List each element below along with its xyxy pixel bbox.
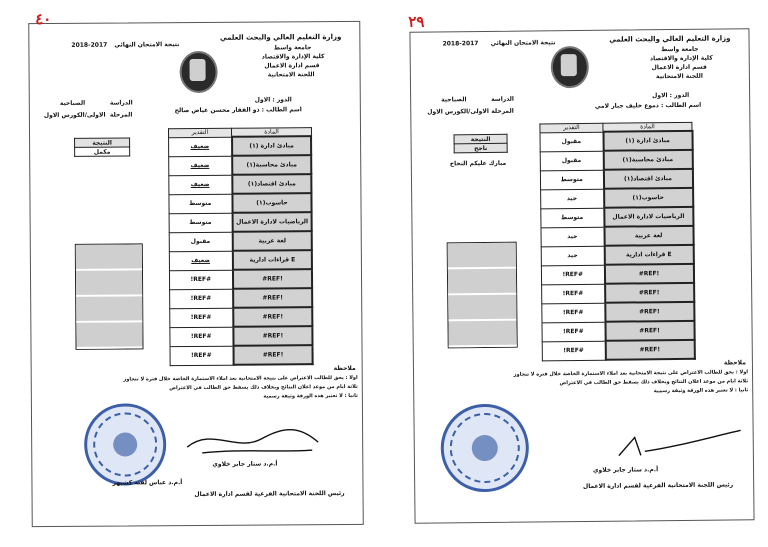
result-label: النتيجة xyxy=(454,134,507,144)
stage-label: المرحلة xyxy=(109,111,133,119)
signer-name: أ.م.د عباس لفته كشيهر xyxy=(112,479,183,487)
page-number: ٤٠ xyxy=(35,10,52,29)
table-row xyxy=(169,250,312,270)
grade-cell: مقبول xyxy=(540,132,603,152)
grade-column-header: التقدير xyxy=(540,123,603,132)
table-row xyxy=(169,212,312,232)
result-box xyxy=(454,134,508,154)
empty-grey-box xyxy=(447,242,518,349)
table-row xyxy=(170,326,313,346)
notes-title: ملاحظة xyxy=(723,359,746,367)
subject-cell: حاسوب(١) xyxy=(604,188,693,208)
grade-cell: متوسط xyxy=(540,170,603,190)
grade-cell: #REF! xyxy=(170,346,233,365)
grade-cell: #REF! xyxy=(170,308,233,327)
result-label: النتيجة xyxy=(75,138,130,147)
study-label: الدراسة xyxy=(109,99,133,107)
subject-cell: #REF! xyxy=(605,321,694,341)
table-row xyxy=(542,302,694,323)
grades-table xyxy=(168,127,314,366)
official-stamp xyxy=(440,404,529,493)
grade-cell: ضعيف xyxy=(169,175,232,194)
table-row xyxy=(542,283,694,304)
table-row xyxy=(540,150,692,171)
table-row xyxy=(542,321,694,342)
exam-round: الدور : الاول xyxy=(254,96,292,104)
chair-title: رئيس اللجنة الامتحانية الفرعية لقسم ادارة الاعمال xyxy=(582,481,734,491)
table-row xyxy=(170,307,313,327)
subject-cell: #REF! xyxy=(605,302,694,322)
grade-cell: ضعيف xyxy=(169,251,232,270)
stage-value: الاولى/الكورس الاول xyxy=(43,111,106,120)
subject-cell: قراءات ادارية E xyxy=(232,250,312,270)
ministry-name: وزارة التعليم العالي والبحث العلمي xyxy=(609,34,731,44)
notes-title: ملاحظة xyxy=(333,364,356,373)
result-value: مكمل xyxy=(75,147,130,156)
table-row xyxy=(540,169,692,190)
subject-cell: #REF! xyxy=(605,283,694,303)
chair-name: أ.م.د ستار جابر خلاوي xyxy=(212,460,278,468)
signature-image xyxy=(615,424,745,465)
note-line: ثانيا : لا تعتبر هذه الورقة وثيقة رسمية xyxy=(653,387,749,395)
grade-cell: ضعيف xyxy=(169,156,232,175)
chair-name: أ.م.د ستار جابر خلاوي xyxy=(592,466,659,474)
page-number: ٢٩ xyxy=(408,12,425,31)
grade-cell: #REF! xyxy=(542,303,605,323)
signature-image xyxy=(182,422,322,459)
subject-column-header: المادة xyxy=(603,122,692,131)
academic-year: 2018-2017 xyxy=(71,41,108,49)
table-row xyxy=(541,188,693,209)
subject-cell: الرياضيات لادارة الاعمال xyxy=(604,207,693,227)
transcript-sheet-left xyxy=(28,10,364,527)
exam-title: نتيجة الامتحان النهائي xyxy=(114,41,180,49)
subject-cell: #REF! xyxy=(233,307,313,327)
note-line: اولا : يحق للطالب الاعتراض على نتيجة الامتحانية بعد املاء الاستمارة الخاصة خلال فترة لا تتجاوز xyxy=(513,369,749,378)
study-value: الصباحية xyxy=(441,96,467,104)
university-name: جامعة واسط xyxy=(273,44,312,52)
subject-cell: مبادئ محاسبة(١) xyxy=(232,155,312,175)
study-value: الصباحية xyxy=(59,99,86,107)
subject-cell: مبادئ ادارة (١) xyxy=(232,136,312,156)
table-row xyxy=(541,264,693,285)
grade-cell: #REF! xyxy=(170,327,233,346)
note-line: ثلاثة ايام من موعد اعلان النتائج وبخلاف ذلك يسقط حق الطالب في الاعتراض xyxy=(559,378,749,387)
table-row xyxy=(540,131,692,152)
grade-column-header: التقدير xyxy=(168,128,231,137)
university-logo xyxy=(179,51,217,93)
grade-cell: #REF! xyxy=(542,341,605,361)
grade-cell: جيد xyxy=(541,189,604,209)
grade-cell: #REF! xyxy=(541,265,604,285)
table-row xyxy=(169,269,312,289)
college-name: كلية الإدارة والاقتصاد xyxy=(649,54,713,63)
subject-cell: #REF! xyxy=(233,345,313,365)
subject-cell: #REF! xyxy=(233,326,313,346)
grade-cell: متوسط xyxy=(169,213,232,232)
subject-cell: مبادئ اقتصاد(١) xyxy=(603,169,692,189)
table-row xyxy=(169,155,312,175)
grade-cell: #REF! xyxy=(542,284,605,304)
committee-name: اللجنة الامتحانية xyxy=(656,72,703,81)
stage-value: الاولى/الكورس الاول xyxy=(427,107,489,116)
empty-grey-box xyxy=(75,243,144,349)
exam-title: نتيجة الامتحان النهائي xyxy=(490,39,556,47)
grade-cell: مقبول xyxy=(540,151,603,171)
congratulations-text: مبارك عليكم النجاح xyxy=(449,159,507,168)
grade-cell: #REF! xyxy=(542,322,605,342)
notes-block xyxy=(40,374,358,403)
grade-cell: متوسط xyxy=(169,194,232,213)
academic-year: 2018-2017 xyxy=(442,40,479,48)
transcript-sheet-right xyxy=(408,12,754,524)
grade-cell: #REF! xyxy=(169,270,232,289)
department-name: قسم ادارة الاعمال xyxy=(651,63,707,72)
table-row xyxy=(541,226,693,247)
subject-cell: لغة عربية xyxy=(232,231,312,251)
table-row xyxy=(541,207,693,228)
student-name: اسم الطالب : ذو الفقار محسن غياض صالح xyxy=(174,106,302,115)
table-row xyxy=(170,288,313,308)
subject-cell: حاسوب(١) xyxy=(232,193,312,213)
grade-cell: جيد xyxy=(541,246,604,266)
table-row xyxy=(170,345,313,365)
note-line: اولا : يحق للطالب الاعتراض على نتيجة الامتحانية بعد املاء الاستمارة الخاصة خلال فترة لا تتجاوز xyxy=(123,374,358,383)
exam-round: الدور : الاول xyxy=(652,91,690,100)
table-row xyxy=(541,245,693,266)
committee-name: اللجنة الامتحانية xyxy=(267,71,315,79)
subject-column-header: المادة xyxy=(231,128,311,137)
table-row xyxy=(169,136,312,156)
grade-cell: متوسط xyxy=(541,208,604,228)
chair-title: رئيس اللجنة الامتحانية الفرعية لقسم ادارة الاعمال xyxy=(194,489,345,499)
college-name: كلية الإدارة والاقتصاد xyxy=(261,53,325,61)
university-logo xyxy=(551,46,589,88)
table-row xyxy=(542,340,694,361)
note-line: ثانيا : لا تعتبر هذه الورقة وثيقة رسمية xyxy=(263,392,358,400)
grades-table xyxy=(539,122,695,362)
subject-cell: مبادئ محاسبة(١) xyxy=(603,150,692,170)
study-label: الدراسة xyxy=(491,95,515,103)
note-line: ثلاثة ايام من موعد اعلان النتائج وبخلاف ذلك يسقط حق الطالب في الاعتراض xyxy=(169,383,358,392)
grade-cell: مقبول xyxy=(169,232,232,251)
subject-cell: #REF! xyxy=(233,288,313,308)
official-stamp xyxy=(84,403,167,486)
grade-cell: جيد xyxy=(541,227,604,247)
table-row xyxy=(169,231,312,251)
subject-cell: مبادئ اقتصاد(١) xyxy=(232,174,312,194)
ministry-name: وزارة التعليم العالي والبحث العلمي xyxy=(219,32,342,42)
stage-label: المرحلة xyxy=(491,107,514,115)
subject-cell: لغة عربية xyxy=(604,226,693,246)
subject-cell: #REF! xyxy=(604,264,693,284)
subject-cell: مبادئ ادارة (١) xyxy=(603,131,692,151)
department-name: قسم ادارة الاعمال xyxy=(264,62,320,70)
subject-cell: #REF! xyxy=(232,269,312,289)
result-box xyxy=(74,137,130,156)
notes-block xyxy=(422,368,748,398)
subject-cell: قراءات ادارية E xyxy=(604,245,693,265)
table-row xyxy=(169,193,312,213)
student-name: اسم الطالب : دموع خليف جبار لامي xyxy=(594,101,702,110)
grade-cell: #REF! xyxy=(170,289,233,308)
subject-cell: #REF! xyxy=(605,340,694,360)
university-name: جامعة واسط xyxy=(661,45,699,54)
table-row xyxy=(169,174,312,194)
result-value: ناجح xyxy=(454,143,507,153)
subject-cell: الرياضيات لادارة الاعمال xyxy=(232,212,312,232)
grade-cell: ضعيف xyxy=(169,137,232,156)
